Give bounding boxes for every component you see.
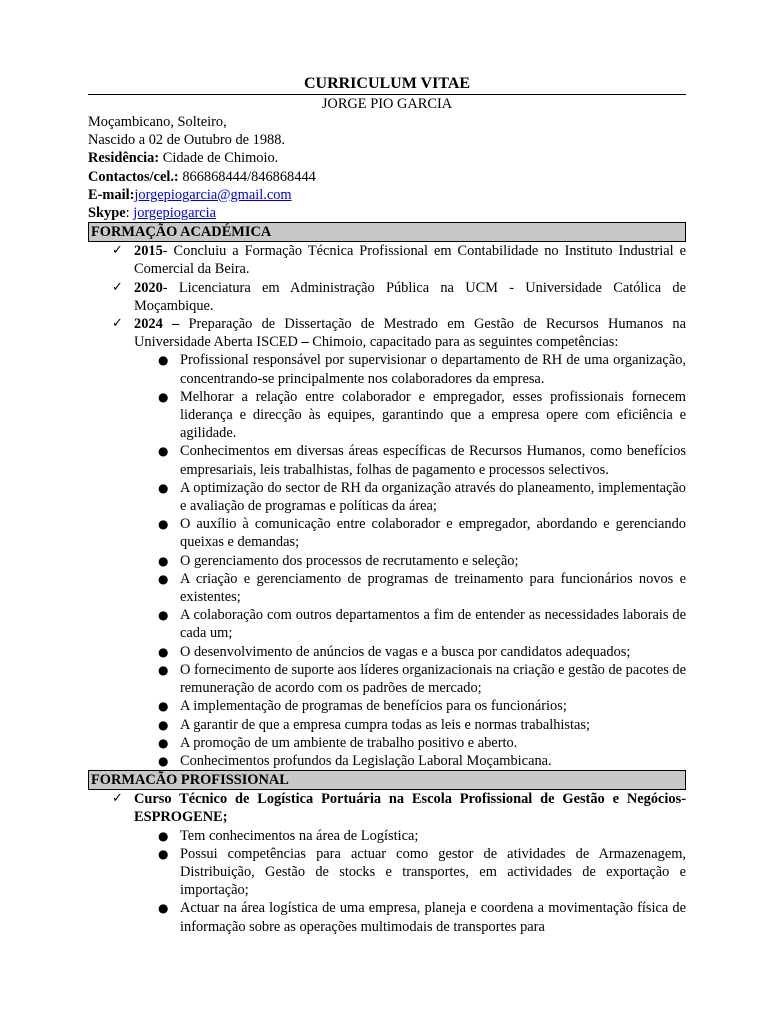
residence-value: Cidade de Chimoio.: [159, 150, 279, 167]
competency-item-text: A promoção de um ambiente de trabalho positivo e aberto.: [180, 734, 518, 751]
competency-item-text: Conhecimentos em diversas áreas específicas de Recursos Humanos, como benefícios empresariais, leis trabalhistas, folhas de pagamento e processos selectivos.: [180, 443, 686, 478]
academic-list: [88, 242, 686, 770]
bullet-icon: ●: [158, 480, 169, 495]
course-point-item-text: Possui competências para actuar como gestor de atividades de Armazenagem, Distribuição, Gestão de stocks e transportes, em actividades de exportação e importação;: [180, 845, 686, 899]
competency-item-text: A colaboração com outros departamentos a fim de entender as necessidades laborais de cada um;: [180, 607, 686, 642]
residence-label: Residência:: [88, 150, 160, 167]
competency-item: [88, 351, 686, 387]
candidate-name: JORGE PIO GARCIA: [88, 94, 686, 113]
competency-item-text: O auxílio à comunicação entre colaborador e empregador, abordando e gerenciando queixas e demandas;: [180, 516, 686, 551]
bullet-icon: ●: [158, 644, 169, 659]
academic-text: Preparação de Dissertação de Mestrado em Gestão de Recursos Humanos na Universidade Aberta ISCED: [134, 316, 686, 351]
academic-item-2020: [88, 279, 686, 315]
professional-list: [88, 790, 686, 936]
competency-item: [88, 697, 686, 715]
check-icon: ✓: [112, 279, 123, 295]
academic-year: 2020: [134, 279, 163, 296]
residence-line: [88, 149, 686, 167]
academic-year: 2015: [134, 243, 163, 260]
bullet-icon: ●: [158, 571, 169, 586]
check-icon: ✓: [112, 316, 123, 332]
bullet-icon: ●: [158, 717, 169, 732]
bullet-icon: ●: [158, 553, 169, 568]
skype-separator: :: [125, 205, 134, 222]
bullet-icon: ●: [158, 662, 169, 677]
academic-section-heading: FORMAÇÃO ACADÉMICA: [88, 222, 686, 242]
bullet-icon: ●: [158, 846, 169, 861]
nationality-line: Moçambicano, Solteiro,: [88, 114, 227, 130]
competency-item: [88, 752, 686, 770]
academic-item-2015: [88, 242, 686, 278]
skype-line: [88, 204, 686, 222]
course-point-item-text: Tem conhecimentos na área de Logística;: [180, 827, 419, 844]
academic-text: - Concluiu a Formação Técnica Profissional em Contabilidade no Instituto Industrial e Comercial da Beira.: [134, 243, 686, 278]
competency-item: [88, 643, 686, 661]
competency-item-text: A criação e gerenciamento de programas de treinamento para funcionários novos e existentes;: [180, 570, 686, 606]
bullet-icon: ●: [158, 753, 169, 768]
academic-year: 2024 –: [134, 316, 180, 333]
cv-page: [88, 0, 686, 936]
competency-item: [88, 479, 686, 515]
document-title: CURRICULUM VITAE: [303, 75, 471, 92]
bullet-icon: ●: [158, 517, 169, 532]
course-points-list: [134, 827, 686, 936]
course-point-item-text: Actuar na área logística de uma empresa, planeja e coordena a movimentação física de informação sobre as operações multimodais de transportes para: [180, 900, 686, 935]
email-label: E-mail:: [88, 186, 135, 203]
bullet-icon: ●: [158, 608, 169, 623]
bullet-icon: ●: [158, 901, 169, 916]
competency-item-text: Profissional responsável por supervisionar o departamento de RH de uma organização, concentrando-se principalmente nos colaboradores da empresa.: [180, 352, 686, 387]
academic-text-continued: Chimoio, capacitado para as seguintes competências:: [308, 334, 619, 351]
professional-section-heading: FORMACÃO PROFISSIONAL: [88, 770, 686, 790]
bullet-icon: ●: [158, 444, 169, 459]
competency-item: [88, 661, 686, 697]
competency-item-text: O desenvolvimento de anúncios de vagas e a busca por candidatos adequados;: [180, 643, 631, 660]
professional-course-item: [88, 790, 686, 936]
personal-info: [88, 113, 686, 222]
contacts-value: 866868444/846868444: [178, 168, 316, 185]
competencies-list: [134, 351, 686, 770]
course-point-item: [88, 845, 686, 900]
bullet-icon: ●: [158, 828, 169, 843]
email-link[interactable]: jorgepiogarcia@gmail.com: [134, 186, 292, 203]
competency-item-text: A implementação de programas de benefícios para os funcionários;: [180, 698, 567, 715]
academic-item-2024: [88, 315, 686, 770]
academic-dash: –: [301, 334, 309, 351]
check-icon: ✓: [112, 791, 123, 807]
email-line: [88, 186, 686, 204]
competency-item: [88, 552, 686, 570]
contacts-line: [88, 168, 686, 186]
competency-item-text: O fornecimento de suporte aos líderes organizacionais na criação e gestão de pacotes de remuneração de acordo com os padrões de mercado;: [180, 661, 686, 697]
skype-link[interactable]: jorgepiogarcia: [133, 205, 217, 222]
competency-item-text: Conhecimentos profundos da Legislação Laboral Moçambicana.: [180, 752, 552, 769]
competency-item-text: A garantir de que a empresa cumpra todas as leis e normas trabalhistas;: [180, 716, 590, 733]
competency-item: [88, 606, 686, 642]
course-point-item: [88, 827, 686, 845]
competency-item-text: A optimização do sector de RH da organização através do planeamento, implementação e avaliação de programas e políticas da área;: [180, 479, 686, 515]
bullet-icon: ●: [158, 699, 169, 714]
competency-item-text: O gerenciamento dos processos de recrutamento e seleção;: [180, 552, 519, 569]
bullet-icon: ●: [158, 353, 169, 368]
competency-item: [88, 716, 686, 734]
competency-item: [88, 515, 686, 551]
birth-line: Nascido a 02 de Outubro de 1988.: [88, 132, 286, 149]
competency-item: [88, 442, 686, 478]
course-point-item: [88, 899, 686, 935]
bullet-icon: ●: [158, 735, 169, 750]
competency-item: [88, 388, 686, 443]
skype-label: Skype: [88, 205, 126, 222]
competency-item: [88, 570, 686, 606]
academic-text: - Licenciatura em Administração Pública na UCM - Universidade Católica de Moçambique.: [134, 279, 686, 314]
check-icon: ✓: [112, 243, 123, 259]
bullet-icon: ●: [158, 389, 169, 404]
course-title: Curso Técnico de Logística Portuária na Escola Profissional de Gestão e Negócios-ESPROGENE;: [134, 791, 686, 826]
competency-item-text: Melhorar a relação entre colaborador e empregador, esses profissionais fornecem liderança e direcção às equipes, garantindo que a empresa opere com eficiência e agilidade.: [180, 388, 686, 442]
contacts-label: Contactos/cel.:: [88, 168, 179, 185]
competency-item: [88, 734, 686, 752]
